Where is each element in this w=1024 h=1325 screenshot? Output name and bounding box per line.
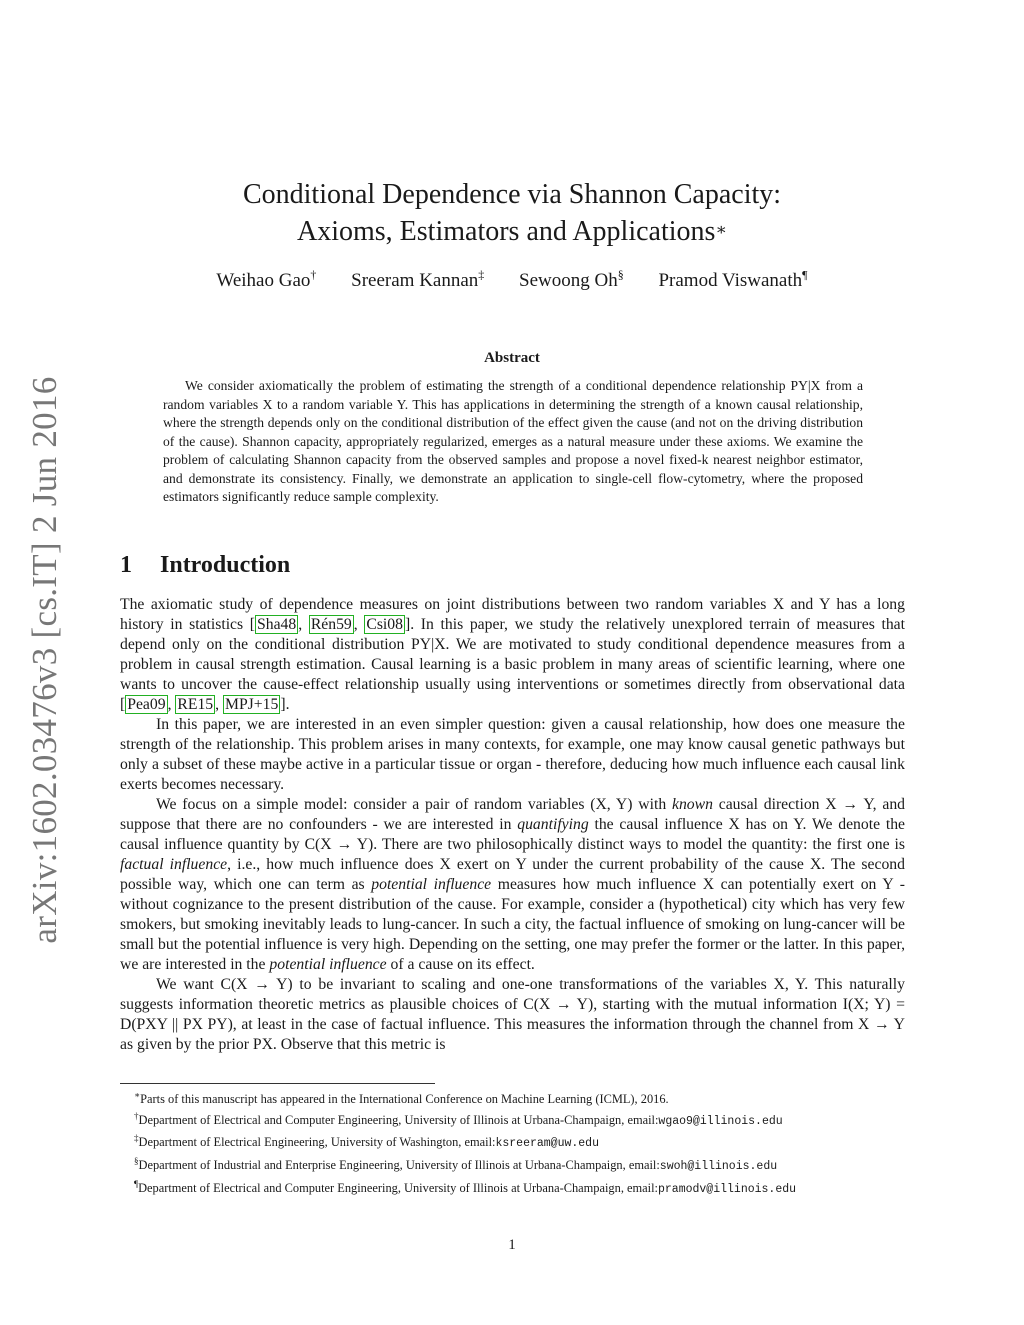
abstract-text: We consider axiomatically the problem of estimating the strength of a conditional dependence relationship PY|X from a random variables X to a random variable Y. This has applications in determining the strength of a known causal relationship, where the strength depends only on the conditional distribution of the effect given the cause (and not on the driving distribution of the cause). Shannon capacity, appropriately regularized, emerges as a natural measure under these axioms. We examine the problem of calculating Shannon capacity from the observed samples and propose a novel fixed-k nearest neighbor estimator, and demonstrate its consistency. Finally, we demonstrate an application to single-cell flow-cytometry, where the proposed estimators significantly reduce sample complexity. [163,378,863,504]
title-footnote-mark: ∗ [715,220,727,239]
footnote-3: ‡Department of Electrical Engineering, University of Washington, email:ksreeram@uw.edu [134,1133,599,1151]
paragraph-2: In this paper, we are interested in an even simpler question: given a causal relationship, how does one measure the strength of the relationship. This problem arises in many contexts, for example, one may know causal genetic pathways but only a subset of these maybe active in a particular tissue or organ - therefore, deducing how much influence each causal link exerts becomes necessary. [120,716,905,793]
footnote-4: §Department of Industrial and Enterprise Engineering, University of Illinois at Urbana-Champaign, email:swoh@illinois.edu [134,1155,778,1173]
title-line-1: Conditional Dependence via Shannon Capacity: [242,179,782,210]
title-line-2: Axioms, Estimators and Applications∗ [297,216,727,247]
body-text [120,595,905,1055]
arxiv-identifier: arXiv:1602.03476v3 [cs.IT] 2 Jun 2016 [25,376,64,944]
email-address[interactable]: ksreeram@uw.edu [495,1137,599,1151]
citation-link[interactable]: Pea09 [127,696,166,713]
citation-link[interactable]: Rén59 [310,616,352,633]
abstract-heading: Abstract [484,350,540,366]
email-address[interactable]: wgao9@illinois.edu [658,1114,783,1128]
paper-title [0,176,1024,250]
footnote-divider [120,1083,435,1084]
author-1: Weihao Gao† [216,268,317,292]
section-heading [120,552,290,579]
section-number: 1 [120,552,132,578]
email-address[interactable]: pramodv@illinois.edu [658,1182,797,1196]
footnote-2: †Department of Electrical and Computer Engineering, University of Illinois at Urbana-Champaign, email:wgao9@illinois.edu [134,1110,783,1128]
citation-link[interactable]: Csi08 [366,616,403,633]
author-3: Sewoong Oh§ [519,268,624,292]
arxiv-sidebar-stamp [20,376,70,944]
paragraph-1: The axiomatic study of dependence measures on joint distributions between two random variables X and Y has a long history in statistics [ Sha48 , Rén59 , Csi08 ]. In this paper, we study the relatively unexplored terrain of measures that depend only on the conditional distribution PY|X. We are motivated to study conditional dependence measures from a problem in causal strength estimation. Causal learning is a basic problem in many areas of scientific learning, where one wants to uncover the cause-effect relationship usually using interventions or sometimes directly from observational data [ Pea09 , RE15 , MPJ+15 ]. [120,596,906,713]
author-4: Pramod Viswanath¶ [658,268,808,292]
citation-link[interactable]: RE15 [177,696,214,713]
citation-link[interactable]: Sha48 [257,616,297,633]
author-2: Sreeram Kannan‡ [351,268,485,292]
paragraph-4: We want C(X → Y) to be invariant to scaling and one-one transformations of the variables X, Y. This naturally suggests information theoretic metrics as plausible choices of C(X → Y), starting with the mutual information I(X; Y) = D(PXY || PX PY), at least in the case of factual influence. This measures the information through the channel from X → Y as given by the prior PX. Observe that this metric is [120,976,905,1053]
section-title: Introduction [160,552,291,578]
citation-link[interactable]: MPJ+15 [225,696,279,713]
paragraph-3: We focus on a simple model: consider a pair of random variables (X, Y) with known causal direction X → Y, and suppose that there are no confounders - we are interested in quantifying the causal influence X has on Y. We denote the causal influence quantity by C(X → Y). There are two philosophically distinct ways to model the quantity: the first one is factual influence, i.e., how much influence does X exert on Y under the current probability of the cause X. The second possible way, which one can term as potential influence measures how much influence X can potentially exert on Y - without cognizance to the present distribution of the cause. For example, consider a (hypothetical) city which has very few smokers, but smoking inevitably leads to lung-cancer. In such a city, the factual influence of smoking on lung-cancer will be small but the potential influence is very high. Depending on the setting, one may prefer the former or the latter. In this paper, we are interested in the potential influence of a cause on its effect. [120,796,906,973]
author-list [0,268,1024,292]
footnote-1: ∗Parts of this manuscript has appeared in the International Conference on Machine Learning (ICML), 2016. [134,1090,669,1107]
page-number: 1 [508,1237,516,1253]
footnotes [120,1087,905,1198]
email-address[interactable]: swoh@illinois.edu [659,1160,778,1173]
footnote-5: ¶Department of Electrical and Computer Engineering, University of Illinois at Urbana-Champaign, email:pramodv@illinois.edu [134,1178,797,1196]
